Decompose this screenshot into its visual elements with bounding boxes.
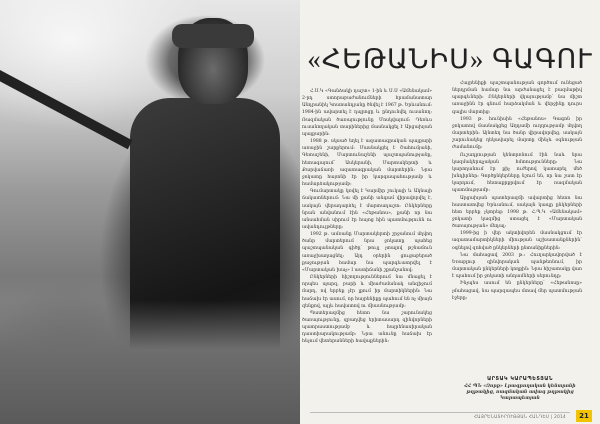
- paragraph: Ինչպես ասում են ընկերները՝ «Հեթանոսը» չմահացավ, նա պարզապես մտավ մեր պատմության էջերը։: [452, 281, 582, 301]
- paragraph: 1999-ից ի վեր ակտիվորեն մասնակցում էր ազատամարտիկների միության աշխատանքներին՝ օգնելով զոհված ընկերների ընտանիքներին։: [452, 231, 582, 251]
- paragraph: Ուշադրության կենտրոնում էին նաև նրա կազմակերպչական հմտությունները։ Նա կարողանում էր քիչ ուժերով կատարել մեծ խնդիրներ։ Գործընկերները նշում են, որ նա շատ էր կարդում, հետաքրքրվում էր ռազմական պատմությամբ։: [452, 152, 582, 194]
- paragraph: 1993 թ. հունիսին «Հեթանոս» Գագոն իր ջոկատով մասնակցեց Աղդամի ուղղությամբ մղվող մարտերին։ Այնտեղ նա ծանր վիրավորվեց, սակայն շարունակեց ղեկավարել մարտը մինչև օգնության ժամանումը։: [452, 116, 582, 151]
- paragraph: 1988 թ. սկսած եղել է ազատագրական պայքարի առաջին շարքերում։ Մասնակցել է Շահումյանի, Գետաշենի, Մարտունաշենի պաշտպանությանը, հետագայում՝ Ասկերանի, Մարտակերտի և Քարվաճառի ազատագրական մարտերին։ Նրա ջոկատը հայտնի էր իր կարգապահությամբ և համարձակությամբ։: [302, 139, 432, 188]
- page-footer: [300, 408, 600, 424]
- article-column-left: [302, 88, 432, 412]
- paragraph: Հայրենիքի պաշտպանության գործում ունեցած ներդրման համար նա արժանացել է բազմաթիվ պարգևների։ Ընկերների վկայությամբ՝ նա միշտ առաջինն էր գնում հարձակման և վերջինը դուրս գալիս մարտից։: [452, 81, 582, 115]
- author-name: ԱՐՏԱԿ ԿԱՐԱՊԵՏՅԱՆ: [487, 376, 553, 382]
- paragraph: Գումարտակը կռվել է Կարմիր շուկայի և Ակնայի ճակատներում։ Նա մի քանի անգամ վիրավորվել է, սակայն վերադարձել է մարտադաշտ։ Ընկերները նրան անվանում էին «Հեթանոս», քանի որ նա անսահման սիրում էր հայոց հին պատմությունն ու ավանդույթները։: [302, 189, 432, 230]
- paragraph: Հ.Ս.Կ «Գանձակի դաշտ» 1-ին և Ս.Ս «Ամենակամ» 2-րդ ստորաբաժանումների հրամանատար Անդրանիկ Կոստանդյանը ծնվել է 1967 թ. Երևանում։ 1984-ին ավարտել է դպրոցը և ընդունվել ուսանող։ Ռազմական ծառայությունը Մոսկվայում։ Դեռևս ուսանողական տարիներից մասնակցել է Արցախյան պայքարին։: [302, 89, 432, 137]
- paragraph: Արցախյան պատերազմի ավարտից հետո նա հաստատվեց Երևանում, սակայն կապը ընկերների հետ երբեք չկտրեց։ 1998 թ. Հ.Պ.Կ «Ամենակամ» ջոկատի կազմից ստացել է «Մարտական ծառայության» մեդալ։: [452, 195, 582, 230]
- footer-magazine-name: ՀԱՅՐԵՆԱՏԻՐՈՒԹՅԱՆ ՀԱՆԴԵՍ | 2014: [473, 414, 566, 419]
- paragraph: Ընկերների հիշողություններում նա մնացել է որպես պարզ, բարի և միաժամանակ անզիջում մարդ, ով երբեք չէր լքում իր մարտիկներին։ Նա հաճախ էր ասում, որ հայրենիքը պահում են ոչ միայն զենքով, այլև հավատով ու միասնությամբ։: [302, 275, 432, 309]
- article-title: «ՀԵԹԱՆԻՍ» ԳԱԳՈՒ: [307, 44, 593, 74]
- page-number: 21: [576, 410, 592, 422]
- article-page: [300, 0, 600, 424]
- photo-ground: [0, 300, 300, 424]
- footer-divider: [310, 412, 570, 413]
- article-column-right: [452, 80, 582, 362]
- paragraph: Պատերազմից հետո նա շարունակեց ծառայությունը, զբաղվեց երիտասարդ զինվորների պատրաստությամբ և հայրենասիրական դաստիարակությամբ։ Նրա անունը հաճախ էր հնչում վետերանների հավաքներին։: [302, 310, 432, 345]
- author-role: ՀՀ ՊՆ «Զորք» Լրագրողական կենտրոնի թղթակից, ռազմական ավագ թղթակից Կարապետյան: [464, 384, 576, 401]
- author-signature: [455, 376, 585, 402]
- paragraph: 1992 թ. ամռանը Մարտակերտի շրջանում մղվող ծանր մարտերում նրա ջոկատը պահեց պաշտպանական գիծը՝ թույլ չտալով թշնամուն առաջխաղացնել։ Այդ օրերին ցուցաբերած քաջության համար նա պարգևատրվել է «Մարտական խաչ» I աստիճանի շքանշանով։: [302, 232, 432, 273]
- soldier-headband: [172, 24, 254, 48]
- paragraph: Նա մահացավ 2003 թ.։ Հուղարկավորված է Եռաբլուր զինվորական պանթեոնում, իր մարտական ընկերների կողքին։ Նրա հիշատակը վառ է պահում իր ջոկատի անդամների սերունդը։: [452, 252, 582, 280]
